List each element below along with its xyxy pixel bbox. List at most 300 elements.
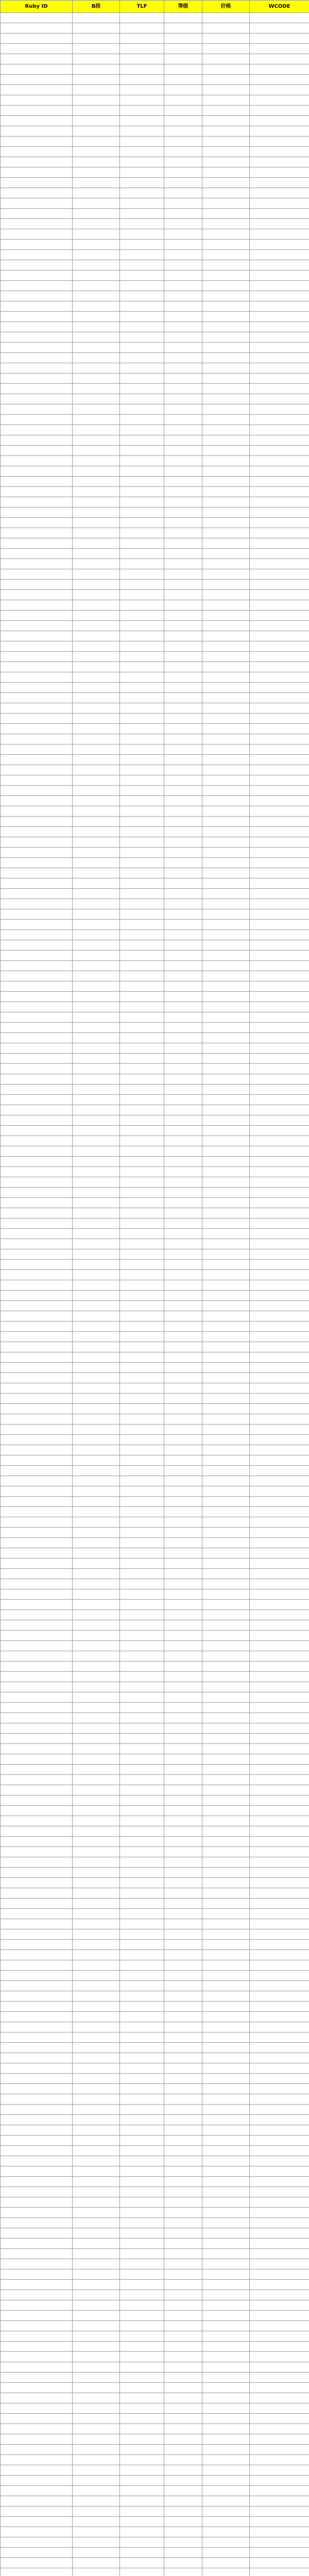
table-row: [1, 2218, 309, 2228]
table-row: [1, 2455, 309, 2465]
cell-grade: [164, 1651, 202, 1662]
cell-tlf: [120, 559, 164, 569]
table-row: [1, 1528, 309, 1538]
cell-wcode: [250, 878, 309, 889]
cell-ruby-id: [1, 1301, 73, 1311]
cell-price: [202, 1466, 250, 1476]
table-row: [1, 1249, 309, 1260]
cell-b-segment: [73, 518, 120, 528]
table-row: [1, 1260, 309, 1270]
cell-grade: [164, 2486, 202, 2496]
cell-tlf: [120, 2321, 164, 2331]
cell-price: [202, 2465, 250, 2476]
cell-tlf: [120, 2063, 164, 2074]
cell-b-segment: [73, 796, 120, 806]
cell-ruby-id: [1, 837, 73, 848]
cell-tlf: [120, 1579, 164, 1589]
cell-tlf: [120, 2362, 164, 2372]
table-row: [1, 848, 309, 858]
cell-tlf: [120, 415, 164, 425]
cell-ruby-id: [1, 1239, 73, 1249]
cell-price: [202, 2094, 250, 2105]
cell-ruby-id: [1, 2156, 73, 2166]
cell-price: [202, 1105, 250, 1115]
cell-wcode: [250, 85, 309, 95]
cell-grade: [164, 2105, 202, 2115]
cell-price: [202, 2280, 250, 2290]
cell-price: [202, 2434, 250, 2445]
table-row: [1, 775, 309, 786]
cell-grade: [164, 1672, 202, 1682]
cell-wcode: [250, 1136, 309, 1146]
cell-tlf: [120, 899, 164, 909]
cell-grade: [164, 1878, 202, 1888]
cell-grade: [164, 312, 202, 322]
cell-b-segment: [73, 1435, 120, 1445]
cell-b-segment: [73, 2043, 120, 2053]
cell-tlf: [120, 2496, 164, 2506]
cell-grade: [164, 600, 202, 611]
cell-b-segment: [73, 2414, 120, 2424]
table-row: [1, 209, 309, 219]
table-row: [1, 291, 309, 301]
cell-wcode: [250, 1146, 309, 1157]
cell-tlf: [120, 2290, 164, 2300]
cell-wcode: [250, 250, 309, 260]
cell-grade: [164, 1662, 202, 1672]
cell-grade: [164, 858, 202, 868]
cell-grade: [164, 240, 202, 250]
cell-b-segment: [73, 13, 120, 23]
cell-grade: [164, 1249, 202, 1260]
cell-price: [202, 1167, 250, 1177]
cell-price: [202, 2208, 250, 2218]
table-row: [1, 147, 309, 157]
table-row: [1, 2465, 309, 2476]
cell-grade: [164, 1775, 202, 1785]
cell-b-segment: [73, 1229, 120, 1239]
cell-price: [202, 1909, 250, 1919]
cell-wcode: [250, 1311, 309, 1321]
cell-ruby-id: [1, 2496, 73, 2506]
cell-price: [202, 2476, 250, 2486]
cell-tlf: [120, 652, 164, 662]
cell-price: [202, 2187, 250, 2197]
cell-b-segment: [73, 549, 120, 559]
table-row: [1, 2063, 309, 2074]
cell-b-segment: [73, 1167, 120, 1177]
cell-ruby-id: [1, 1115, 73, 1126]
cell-ruby-id: [1, 2414, 73, 2424]
table-row: [1, 1600, 309, 1610]
cell-grade: [164, 1260, 202, 1270]
cell-tlf: [120, 1744, 164, 1754]
cell-price: [202, 54, 250, 64]
cell-ruby-id: [1, 951, 73, 961]
cell-ruby-id: [1, 13, 73, 23]
cell-ruby-id: [1, 2424, 73, 2434]
cell-tlf: [120, 837, 164, 848]
cell-grade: [164, 1373, 202, 1383]
cell-wcode: [250, 54, 309, 64]
cell-grade: [164, 2517, 202, 2527]
cell-tlf: [120, 1095, 164, 1105]
cell-tlf: [120, 1641, 164, 1651]
cell-price: [202, 538, 250, 549]
cell-ruby-id: [1, 1600, 73, 1610]
cell-grade: [164, 2043, 202, 2053]
cell-ruby-id: [1, 848, 73, 858]
cell-price: [202, 1394, 250, 1404]
table-row: [1, 2362, 309, 2372]
cell-b-segment: [73, 2269, 120, 2280]
cell-tlf: [120, 971, 164, 981]
cell-grade: [164, 137, 202, 147]
cell-grade: [164, 786, 202, 796]
cell-ruby-id: [1, 1569, 73, 1579]
cell-ruby-id: [1, 1291, 73, 1301]
cell-price: [202, 2228, 250, 2239]
cell-wcode: [250, 672, 309, 683]
cell-wcode: [250, 363, 309, 374]
cell-price: [202, 600, 250, 611]
cell-b-segment: [73, 1260, 120, 1270]
cell-ruby-id: [1, 270, 73, 281]
cell-price: [202, 1043, 250, 1054]
cell-ruby-id: [1, 600, 73, 611]
cell-ruby-id: [1, 1198, 73, 1208]
cell-grade: [164, 1342, 202, 1352]
table-row: [1, 559, 309, 569]
cell-tlf: [120, 765, 164, 775]
cell-price: [202, 858, 250, 868]
table-row: [1, 2424, 309, 2434]
cell-ruby-id: [1, 1765, 73, 1775]
cell-ruby-id: [1, 2321, 73, 2331]
cell-wcode: [250, 1507, 309, 1517]
cell-b-segment: [73, 1270, 120, 1280]
cell-ruby-id: [1, 1734, 73, 1744]
table-row: [1, 1074, 309, 1084]
cell-grade: [164, 1023, 202, 1033]
cell-ruby-id: [1, 858, 73, 868]
table-row: [1, 394, 309, 404]
cell-price: [202, 580, 250, 590]
cell-b-segment: [73, 1064, 120, 1074]
table-row: [1, 2105, 309, 2115]
cell-tlf: [120, 2218, 164, 2228]
table-row: [1, 621, 309, 631]
cell-b-segment: [73, 1188, 120, 1198]
cell-grade: [164, 1723, 202, 1734]
cell-grade: [164, 1517, 202, 1528]
cell-b-segment: [73, 1208, 120, 1218]
cell-ruby-id: [1, 559, 73, 569]
cell-grade: [164, 755, 202, 765]
cell-wcode: [250, 1569, 309, 1579]
cell-tlf: [120, 1280, 164, 1291]
cell-b-segment: [73, 147, 120, 157]
cell-wcode: [250, 126, 309, 137]
cell-wcode: [250, 817, 309, 827]
cell-wcode: [250, 353, 309, 363]
cell-price: [202, 621, 250, 631]
cell-ruby-id: [1, 1517, 73, 1528]
cell-price: [202, 1054, 250, 1064]
cell-b-segment: [73, 1476, 120, 1486]
table-row: [1, 106, 309, 116]
cell-tlf: [120, 1342, 164, 1352]
cell-wcode: [250, 1785, 309, 1795]
cell-tlf: [120, 353, 164, 363]
table-row: [1, 2311, 309, 2321]
cell-grade: [164, 1043, 202, 1054]
header-wcode: WCODE: [250, 1, 309, 13]
cell-b-segment: [73, 85, 120, 95]
cell-tlf: [120, 2300, 164, 2311]
cell-tlf: [120, 54, 164, 64]
cell-tlf: [120, 2094, 164, 2105]
cell-price: [202, 981, 250, 992]
cell-b-segment: [73, 1991, 120, 2002]
cell-grade: [164, 1229, 202, 1239]
cell-wcode: [250, 1971, 309, 1981]
cell-wcode: [250, 116, 309, 126]
cell-wcode: [250, 13, 309, 23]
cell-b-segment: [73, 909, 120, 920]
cell-price: [202, 1115, 250, 1126]
cell-price: [202, 2063, 250, 2074]
cell-grade: [164, 2372, 202, 2383]
cell-b-segment: [73, 878, 120, 889]
cell-ruby-id: [1, 2249, 73, 2259]
cell-ruby-id: [1, 2002, 73, 2012]
cell-tlf: [120, 590, 164, 600]
table-row: [1, 1981, 309, 1991]
table-row: [1, 1198, 309, 1208]
cell-price: [202, 2156, 250, 2166]
cell-b-segment: [73, 1249, 120, 1260]
cell-wcode: [250, 2239, 309, 2249]
cell-price: [202, 2362, 250, 2372]
cell-grade: [164, 848, 202, 858]
cell-ruby-id: [1, 1311, 73, 1321]
table-row: [1, 992, 309, 1002]
cell-tlf: [120, 1260, 164, 1270]
cell-wcode: [250, 1620, 309, 1631]
cell-grade: [164, 1301, 202, 1311]
cell-tlf: [120, 817, 164, 827]
table-row: [1, 1940, 309, 1950]
cell-grade: [164, 2239, 202, 2249]
table-row: [1, 1662, 309, 1672]
cell-price: [202, 930, 250, 940]
cell-b-segment: [73, 209, 120, 219]
cell-tlf: [120, 2558, 164, 2568]
cell-tlf: [120, 858, 164, 868]
table-row: [1, 312, 309, 322]
cell-price: [202, 1538, 250, 1548]
cell-wcode: [250, 1940, 309, 1950]
cell-price: [202, 507, 250, 518]
cell-tlf: [120, 2311, 164, 2321]
cell-b-segment: [73, 1363, 120, 1373]
cell-tlf: [120, 930, 164, 940]
cell-tlf: [120, 1929, 164, 1940]
table-row: [1, 714, 309, 724]
table-row: [1, 858, 309, 868]
cell-tlf: [120, 1600, 164, 1610]
cell-tlf: [120, 2393, 164, 2403]
cell-grade: [164, 2084, 202, 2094]
cell-wcode: [250, 1868, 309, 1878]
cell-tlf: [120, 250, 164, 260]
cell-ruby-id: [1, 1631, 73, 1641]
cell-tlf: [120, 878, 164, 889]
cell-tlf: [120, 2476, 164, 2486]
cell-tlf: [120, 23, 164, 33]
cell-grade: [164, 518, 202, 528]
cell-wcode: [250, 621, 309, 631]
cell-ruby-id: [1, 497, 73, 507]
cell-ruby-id: [1, 1394, 73, 1404]
cell-ruby-id: [1, 2136, 73, 2146]
cell-tlf: [120, 2012, 164, 2022]
cell-grade: [164, 940, 202, 951]
cell-wcode: [250, 1703, 309, 1713]
cell-grade: [164, 1167, 202, 1177]
table-row: [1, 1538, 309, 1548]
cell-b-segment: [73, 2115, 120, 2125]
cell-ruby-id: [1, 1363, 73, 1373]
cell-ruby-id: [1, 95, 73, 106]
cell-price: [202, 1218, 250, 1229]
cell-price: [202, 1455, 250, 1466]
cell-grade: [164, 611, 202, 621]
cell-tlf: [120, 1785, 164, 1795]
cell-b-segment: [73, 2187, 120, 2197]
cell-b-segment: [73, 2455, 120, 2465]
table-row: [1, 2074, 309, 2084]
cell-grade: [164, 528, 202, 538]
table-row: [1, 1084, 309, 1095]
cell-b-segment: [73, 2476, 120, 2486]
cell-grade: [164, 384, 202, 394]
cell-ruby-id: [1, 1486, 73, 1497]
cell-b-segment: [73, 1971, 120, 1981]
cell-ruby-id: [1, 1373, 73, 1383]
cell-ruby-id: [1, 878, 73, 889]
cell-price: [202, 1662, 250, 1672]
cell-ruby-id: [1, 1321, 73, 1332]
cell-grade: [164, 2208, 202, 2218]
cell-tlf: [120, 1569, 164, 1579]
cell-grade: [164, 714, 202, 724]
cell-ruby-id: [1, 343, 73, 353]
table-row: [1, 1455, 309, 1466]
cell-b-segment: [73, 1404, 120, 1414]
cell-tlf: [120, 106, 164, 116]
table-row: [1, 75, 309, 85]
table-row: [1, 1466, 309, 1476]
table-row: [1, 1744, 309, 1754]
table-row: [1, 1115, 309, 1126]
table-row: [1, 188, 309, 198]
cell-b-segment: [73, 858, 120, 868]
cell-b-segment: [73, 1651, 120, 1662]
cell-tlf: [120, 2537, 164, 2548]
cell-b-segment: [73, 2053, 120, 2063]
table-row: [1, 2517, 309, 2527]
cell-wcode: [250, 1837, 309, 1847]
cell-ruby-id: [1, 899, 73, 909]
cell-wcode: [250, 662, 309, 672]
table-row: [1, 2166, 309, 2177]
cell-price: [202, 106, 250, 116]
cell-b-segment: [73, 2486, 120, 2496]
cell-price: [202, 219, 250, 229]
table-row: [1, 95, 309, 106]
cell-ruby-id: [1, 1146, 73, 1157]
cell-ruby-id: [1, 1723, 73, 1734]
cell-b-segment: [73, 1033, 120, 1043]
cell-grade: [164, 1816, 202, 1826]
cell-b-segment: [73, 2125, 120, 2136]
table-row: [1, 549, 309, 559]
table-row: [1, 528, 309, 538]
cell-ruby-id: [1, 1692, 73, 1703]
cell-wcode: [250, 1981, 309, 1991]
cell-grade: [164, 2527, 202, 2537]
cell-b-segment: [73, 2094, 120, 2105]
cell-price: [202, 1239, 250, 1249]
cell-wcode: [250, 425, 309, 435]
cell-wcode: [250, 2094, 309, 2105]
cell-price: [202, 2166, 250, 2177]
cell-wcode: [250, 2084, 309, 2094]
cell-tlf: [120, 631, 164, 641]
cell-grade: [164, 1991, 202, 2002]
cell-wcode: [250, 1826, 309, 1837]
cell-tlf: [120, 611, 164, 621]
cell-tlf: [120, 2043, 164, 2053]
cell-price: [202, 569, 250, 580]
cell-b-segment: [73, 1929, 120, 1940]
cell-price: [202, 1672, 250, 1682]
cell-b-segment: [73, 1569, 120, 1579]
cell-b-segment: [73, 415, 120, 425]
cell-price: [202, 1837, 250, 1847]
cell-ruby-id: [1, 1023, 73, 1033]
cell-b-segment: [73, 827, 120, 837]
cell-b-segment: [73, 961, 120, 971]
cell-price: [202, 425, 250, 435]
cell-b-segment: [73, 2063, 120, 2074]
cell-price: [202, 2218, 250, 2228]
cell-ruby-id: [1, 1899, 73, 1909]
cell-ruby-id: [1, 2434, 73, 2445]
cell-price: [202, 1404, 250, 1414]
cell-tlf: [120, 920, 164, 930]
cell-ruby-id: [1, 992, 73, 1002]
cell-wcode: [250, 1280, 309, 1291]
cell-grade: [164, 1806, 202, 1816]
cell-ruby-id: [1, 240, 73, 250]
cell-tlf: [120, 1651, 164, 1662]
cell-ruby-id: [1, 2239, 73, 2249]
cell-tlf: [120, 1620, 164, 1631]
cell-ruby-id: [1, 1084, 73, 1095]
